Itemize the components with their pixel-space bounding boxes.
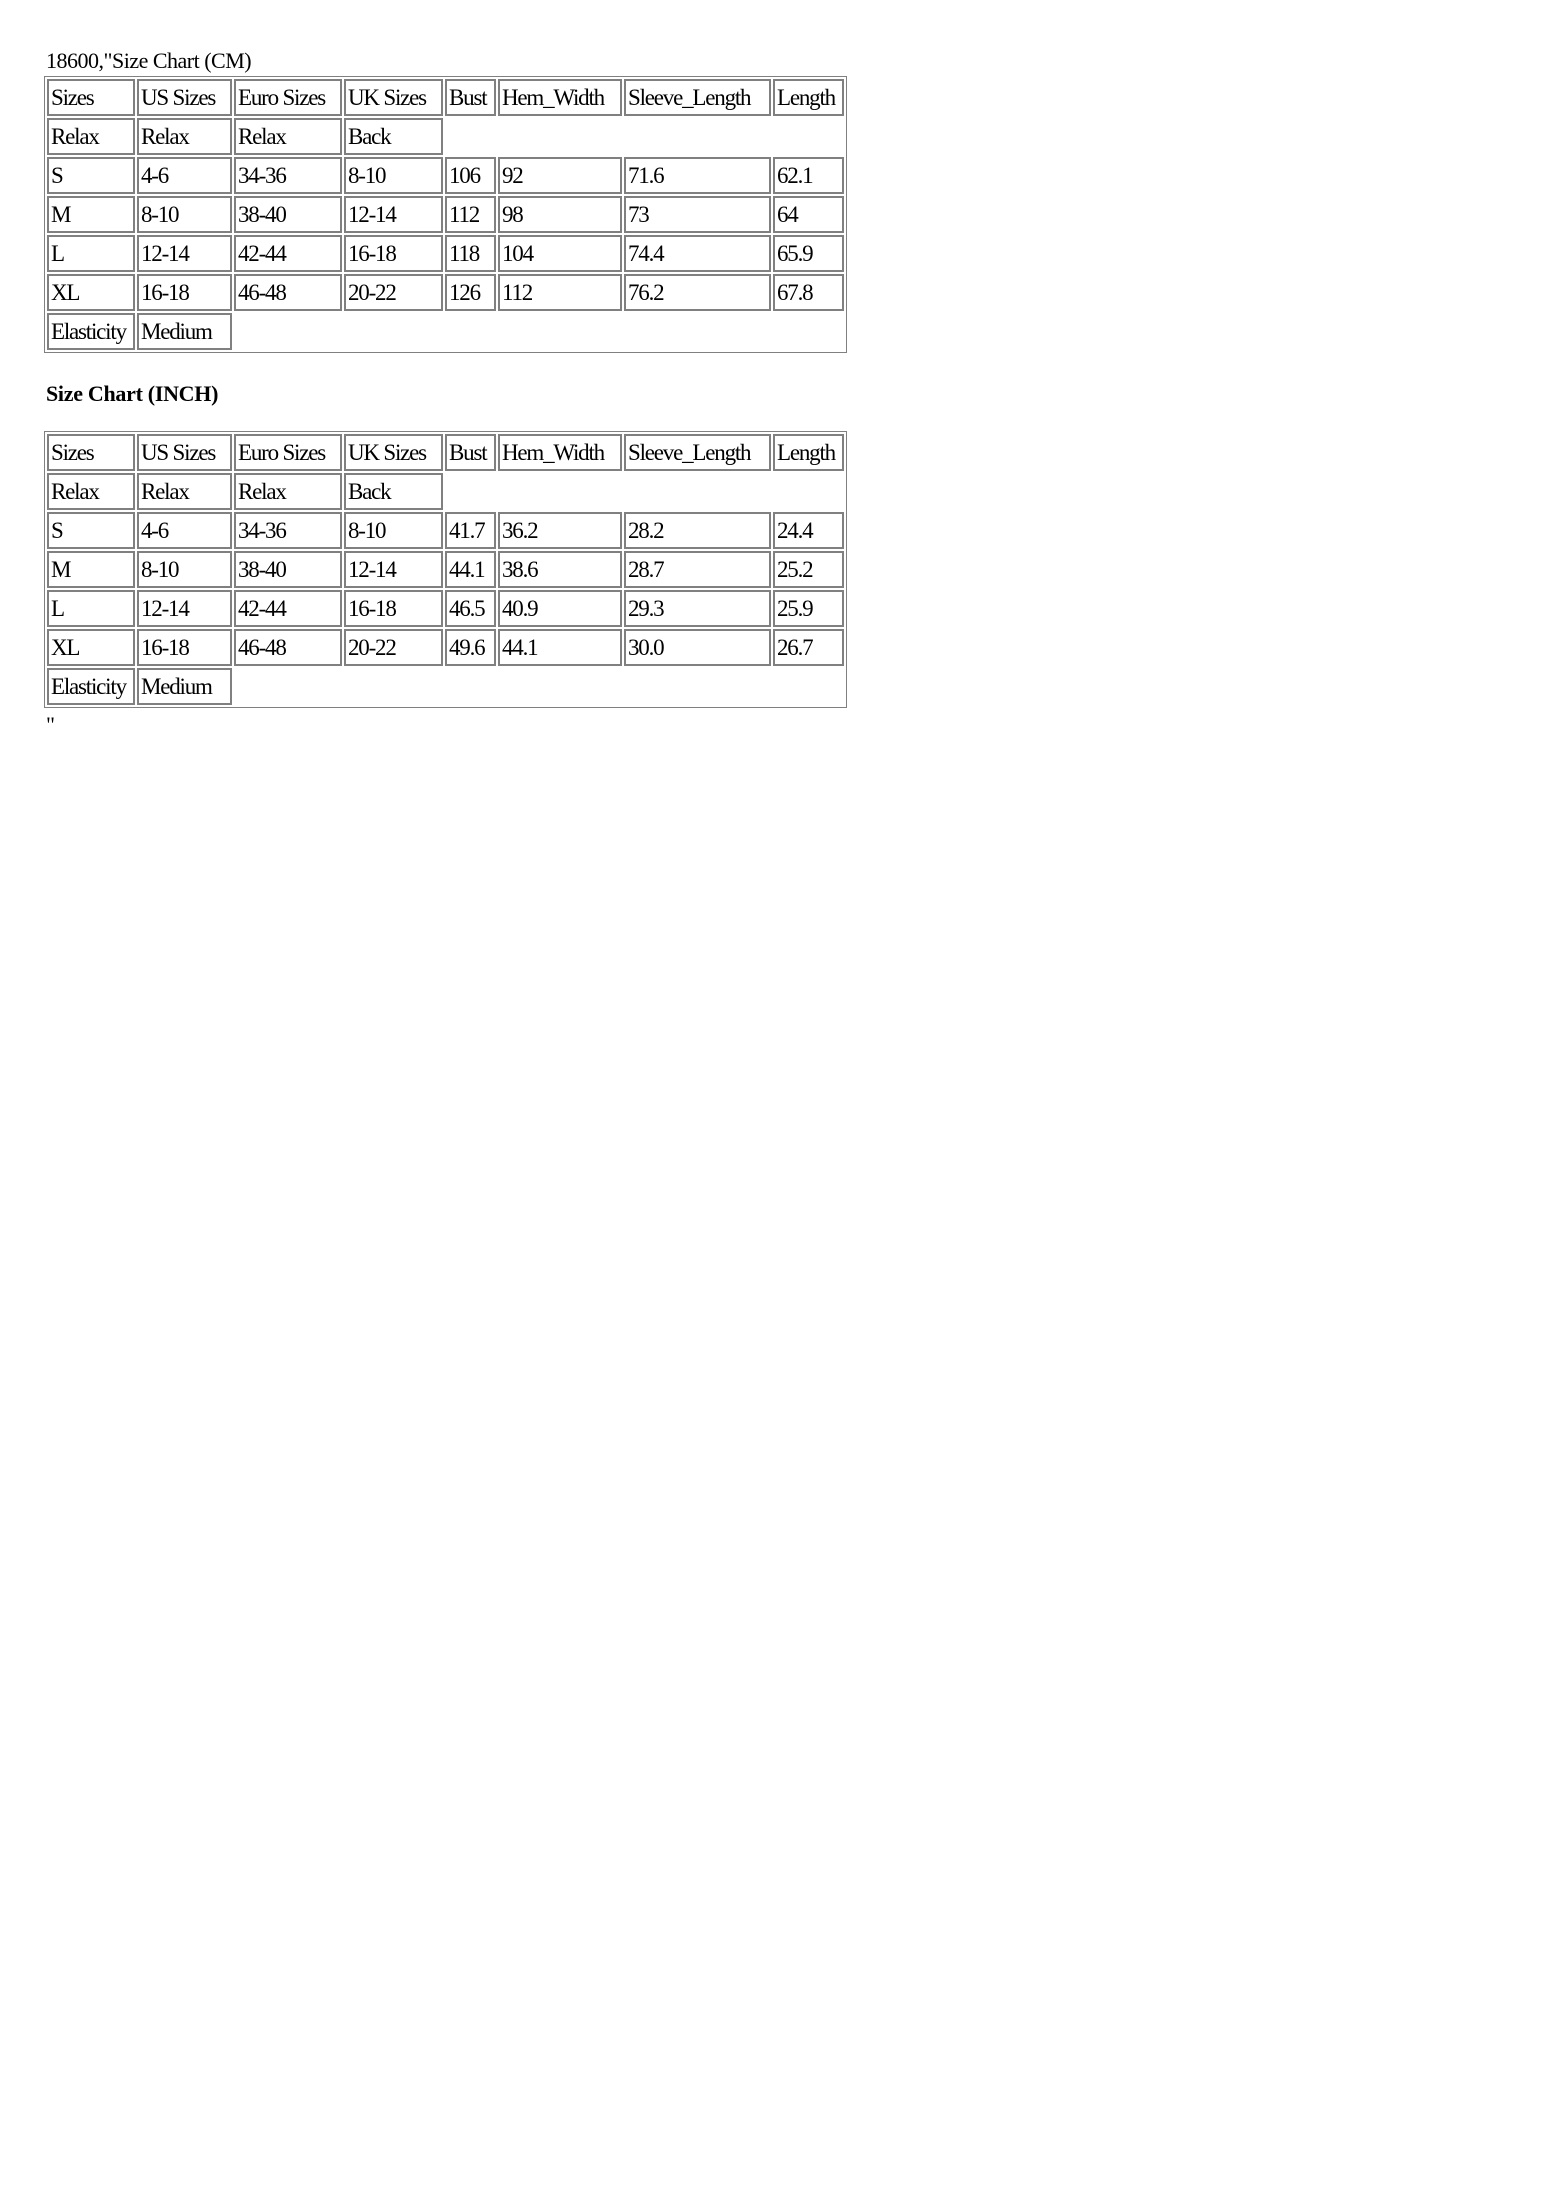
- table-cell: 40.9: [498, 590, 622, 627]
- table-cell: 126: [445, 274, 496, 311]
- table-cell: Back: [344, 473, 443, 510]
- table-cell: 28.2: [624, 512, 771, 549]
- header-cell-bust: Bust: [445, 434, 496, 471]
- table-cell: 74.4: [624, 235, 771, 272]
- table-cell: 12-14: [344, 551, 443, 588]
- table-cell: 112: [498, 274, 622, 311]
- table-cell: 46.5: [445, 590, 496, 627]
- table-cell: Relax: [234, 118, 342, 155]
- table-cell: 30.0: [624, 629, 771, 666]
- table-cell: 25.9: [773, 590, 844, 627]
- table-cell: 73: [624, 196, 771, 233]
- elasticity-row: [47, 668, 844, 705]
- table-cell: 41.7: [445, 512, 496, 549]
- table-cell: 46-48: [234, 629, 342, 666]
- cm-chart-title: 18600,"Size Chart (CM): [46, 48, 252, 73]
- table-cell: 25.2: [773, 551, 844, 588]
- table-row: [47, 590, 844, 627]
- table-cell: L: [47, 590, 135, 627]
- table-cell: 38-40: [234, 551, 342, 588]
- header-cell-us-sizes: US Sizes: [137, 434, 232, 471]
- table-row: [47, 157, 844, 194]
- header-cell-sizes: Sizes: [47, 434, 135, 471]
- elasticity-row: [47, 313, 844, 350]
- table-row: [47, 512, 844, 549]
- table-cell: M: [47, 551, 135, 588]
- empty-cell: [445, 473, 844, 510]
- empty-cell: [234, 668, 844, 705]
- relax-row: [47, 118, 844, 155]
- table-cell: XL: [47, 629, 135, 666]
- table-cell: 64: [773, 196, 844, 233]
- table-cell: Relax: [47, 473, 135, 510]
- empty-cell: [445, 118, 844, 155]
- table-row: [47, 196, 844, 233]
- table-cell: 104: [498, 235, 622, 272]
- header-cell-euro-sizes: Euro Sizes: [234, 79, 342, 116]
- relax-row: [47, 473, 844, 510]
- size-chart-inch-table: [44, 431, 847, 708]
- header-cell-us-sizes: US Sizes: [137, 79, 232, 116]
- table-cell: 16-18: [344, 235, 443, 272]
- table-cell: 12-14: [344, 196, 443, 233]
- header-cell-hem-width: Hem_Width: [498, 79, 622, 116]
- table-cell: 92: [498, 157, 622, 194]
- table-cell: M: [47, 196, 135, 233]
- table-cell: Relax: [47, 118, 135, 155]
- size-chart-cm-table: [44, 76, 847, 353]
- table-cell: 8-10: [344, 157, 443, 194]
- table-cell: 65.9: [773, 235, 844, 272]
- table-header-row: [47, 434, 844, 471]
- header-cell-bust: Bust: [445, 79, 496, 116]
- header-cell-sleeve-length: Sleeve_Length: [624, 79, 771, 116]
- table-cell: Medium: [137, 313, 232, 350]
- header-cell-uk-sizes: UK Sizes: [344, 79, 443, 116]
- table-cell: 71.6: [624, 157, 771, 194]
- table-cell: Back: [344, 118, 443, 155]
- header-cell-sizes: Sizes: [47, 79, 135, 116]
- table-cell: 12-14: [137, 235, 232, 272]
- header-cell-euro-sizes: Euro Sizes: [234, 434, 342, 471]
- header-cell-length: Length: [773, 434, 844, 471]
- empty-cell: [234, 313, 844, 350]
- table-header-row: [47, 79, 844, 116]
- table-cell: 8-10: [344, 512, 443, 549]
- table-cell: 4-6: [137, 512, 232, 549]
- table-cell: 34-36: [234, 512, 342, 549]
- table-cell: 42-44: [234, 590, 342, 627]
- table-row: [47, 551, 844, 588]
- header-cell-sleeve-length: Sleeve_Length: [624, 434, 771, 471]
- table-cell: 38-40: [234, 196, 342, 233]
- table-cell: 67.8: [773, 274, 844, 311]
- table-cell: Elasticity: [47, 668, 135, 705]
- table-cell: 26.7: [773, 629, 844, 666]
- table-cell: 44.1: [498, 629, 622, 666]
- table-cell: 4-6: [137, 157, 232, 194]
- closing-quote: ": [46, 712, 55, 737]
- table-cell: 12-14: [137, 590, 232, 627]
- table-cell: 118: [445, 235, 496, 272]
- table-cell: Elasticity: [47, 313, 135, 350]
- table-cell: 29.3: [624, 590, 771, 627]
- table-cell: 16-18: [137, 629, 232, 666]
- table-cell: Medium: [137, 668, 232, 705]
- table-cell: 20-22: [344, 274, 443, 311]
- table-cell: 98: [498, 196, 622, 233]
- header-cell-uk-sizes: UK Sizes: [344, 434, 443, 471]
- table-cell: Relax: [234, 473, 342, 510]
- table-cell: 8-10: [137, 196, 232, 233]
- table-cell: 112: [445, 196, 496, 233]
- table-cell: 44.1: [445, 551, 496, 588]
- table-row: [47, 235, 844, 272]
- table-cell: 46-48: [234, 274, 342, 311]
- table-cell: 38.6: [498, 551, 622, 588]
- table-cell: Relax: [137, 473, 232, 510]
- table-cell: S: [47, 512, 135, 549]
- table-cell: Relax: [137, 118, 232, 155]
- table-cell: 34-36: [234, 157, 342, 194]
- table-cell: 36.2: [498, 512, 622, 549]
- table-cell: 24.4: [773, 512, 844, 549]
- table-cell: 49.6: [445, 629, 496, 666]
- table-row: [47, 629, 844, 666]
- inch-chart-heading: Size Chart (INCH): [46, 381, 219, 406]
- table-cell: 16-18: [137, 274, 232, 311]
- table-cell: 76.2: [624, 274, 771, 311]
- table-cell: 42-44: [234, 235, 342, 272]
- table-row: [47, 274, 844, 311]
- document-body: [46, 48, 847, 736]
- table-cell: XL: [47, 274, 135, 311]
- table-cell: 62.1: [773, 157, 844, 194]
- table-cell: L: [47, 235, 135, 272]
- table-cell: 16-18: [344, 590, 443, 627]
- table-cell: 106: [445, 157, 496, 194]
- table-cell: S: [47, 157, 135, 194]
- table-cell: 28.7: [624, 551, 771, 588]
- header-cell-length: Length: [773, 79, 844, 116]
- table-cell: 8-10: [137, 551, 232, 588]
- header-cell-hem-width: Hem_Width: [498, 434, 622, 471]
- table-cell: 20-22: [344, 629, 443, 666]
